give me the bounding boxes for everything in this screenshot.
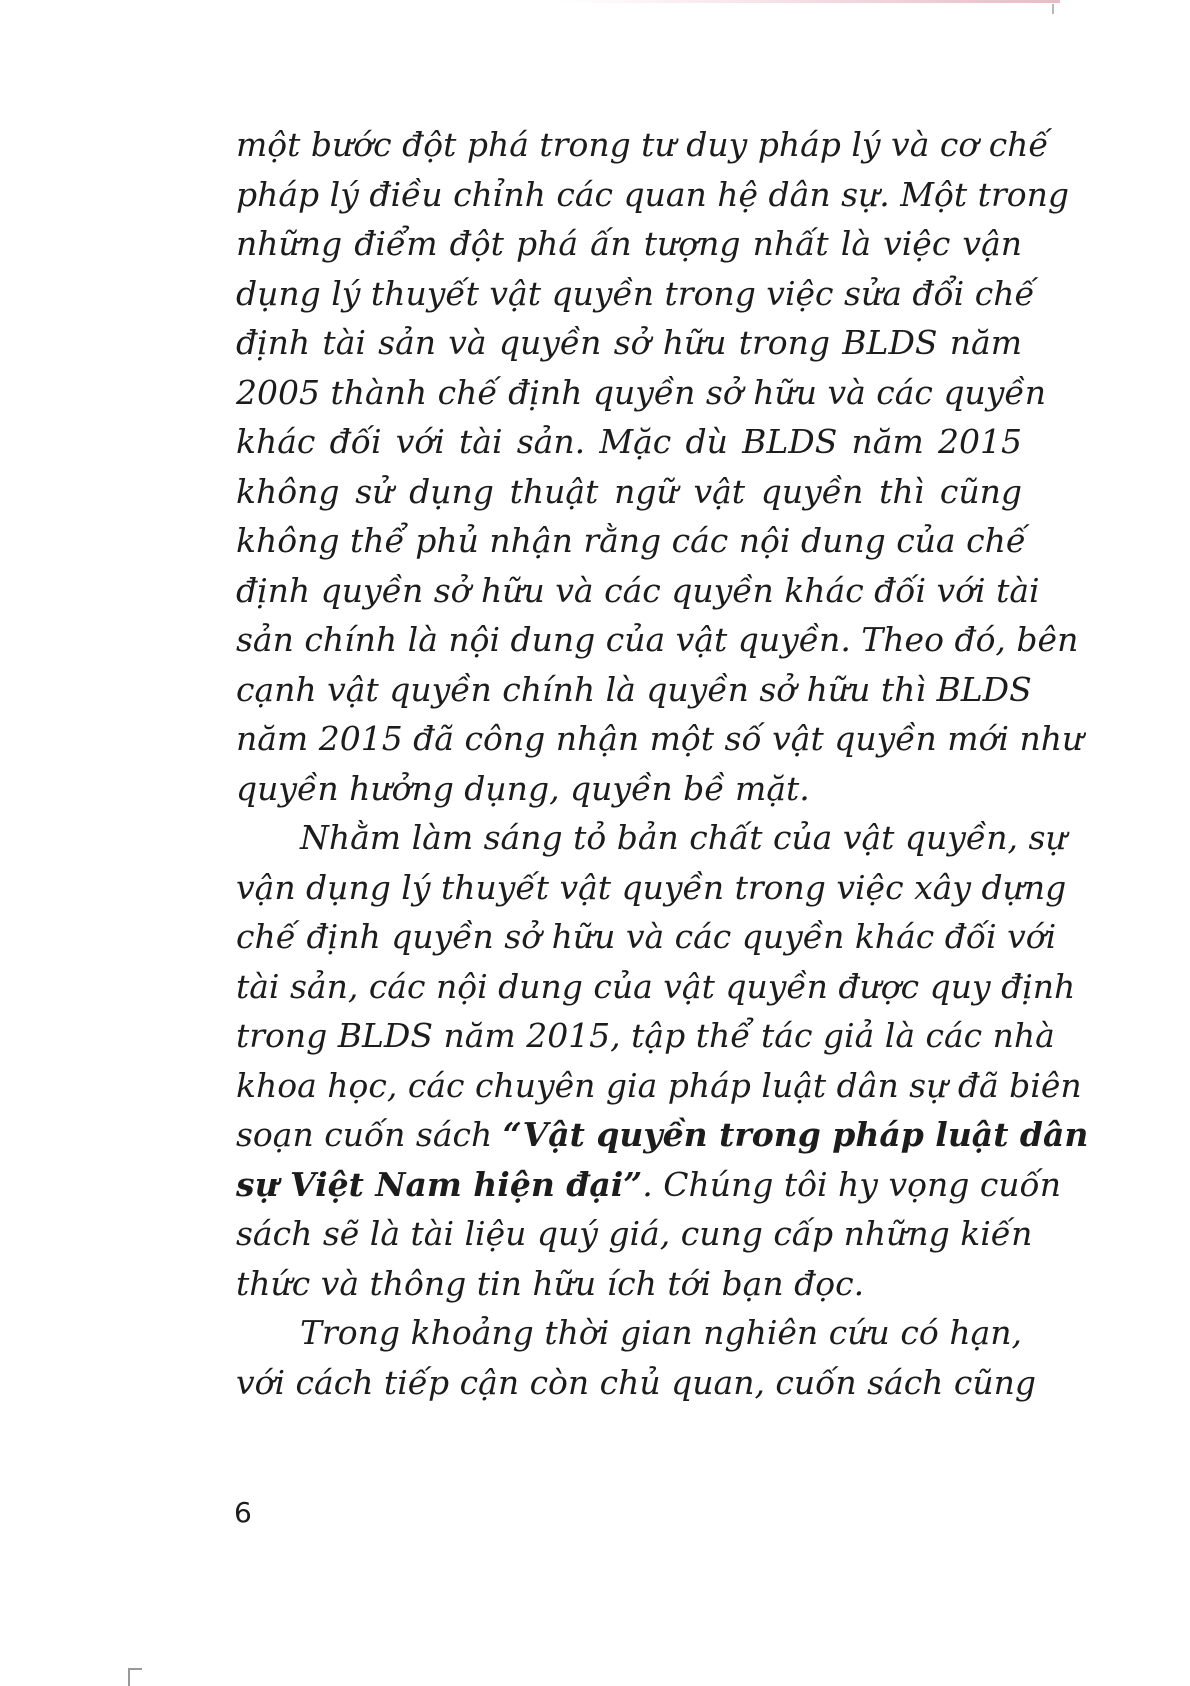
crop-mark-bottom-left bbox=[128, 1668, 142, 1686]
text-line: định quyền sở hữu và các quyền khác đối với tài bbox=[236, 570, 1040, 610]
text-line: trong BLDS năm 2015, tập thể tác giả là các nhà bbox=[236, 1016, 1055, 1055]
text-line: khoa học, các chuyên gia pháp luật dân sự đã biên bbox=[236, 1065, 1082, 1105]
text-fragment: soạn cuốn sách bbox=[236, 1115, 493, 1154]
text-line: vận dụng lý thuyết vật quyền trong việc xây dựng bbox=[236, 867, 1067, 907]
text-line: tài sản, các nội dung của vật quyền được quy định bbox=[236, 966, 1076, 1006]
page-number: 6 bbox=[234, 1496, 252, 1529]
text-line: những điểm đột phá ấn tượng nhất là việc vận bbox=[236, 224, 1022, 263]
text-line: quyền hưởng dụng, quyền bề mặt. bbox=[236, 768, 810, 808]
text-line: khác đối với tài sản. Mặc dù BLDS năm 2015 bbox=[236, 422, 1022, 461]
text-line: dụng lý thuyết vật quyền trong việc sửa đổi chế bbox=[236, 273, 1035, 313]
text-line: năm 2015 đã công nhận một số vật quyền mới như bbox=[236, 719, 1084, 758]
text-line: Nhằm làm sáng tỏ bản chất của vật quyền, sự bbox=[300, 818, 1067, 857]
text-line-with-title bbox=[236, 1160, 1062, 1210]
text-line: không thể phủ nhận rằng các nội dung của chế bbox=[236, 521, 1027, 560]
page-top-edge bbox=[560, 0, 1060, 3]
text-line: sản chính là nội dung của vật quyền. Theo đó, bên bbox=[236, 620, 1079, 659]
text-line: định tài sản và quyền sở hữu trong BLDS năm bbox=[236, 323, 1022, 362]
book-title-part-2: sự Việt Nam hiện đại” bbox=[236, 1164, 643, 1204]
text-line-with-title bbox=[236, 1110, 1089, 1160]
book-title-part-1: “Vật quyền trong pháp luật dân bbox=[502, 1115, 1089, 1154]
text-line: không sử dụng thuật ngữ vật quyền thì cũng bbox=[236, 471, 1022, 511]
text-line: pháp lý điều chỉnh các quan hệ dân sự. Một trong bbox=[236, 174, 1069, 214]
text-line: chế định quyền sở hữu và các quyền khác đối với bbox=[236, 917, 1057, 956]
text-line: với cách tiếp cận còn chủ quan, cuốn sách cũng bbox=[236, 1362, 1037, 1402]
crop-mark bbox=[1052, 4, 1054, 14]
body-text bbox=[236, 120, 1089, 1407]
text-line: sách sẽ là tài liệu quý giá, cung cấp những kiến bbox=[236, 1214, 1033, 1253]
text-line: 2005 thành chế định quyền sở hữu và các quyền bbox=[236, 372, 1046, 412]
text-line: cạnh vật quyền chính là quyền sở hữu thì BLDS bbox=[236, 669, 1032, 709]
text-line: một bước đột phá trong tư duy pháp lý và cơ chế bbox=[236, 125, 1049, 164]
text-line: Trong khoảng thời gian nghiên cứu có hạn, bbox=[300, 1313, 1022, 1352]
text-line: thức và thông tin hữu ích tới bạn đọc. bbox=[236, 1263, 865, 1303]
text-fragment: . Chúng tôi hy vọng cuốn bbox=[642, 1164, 1062, 1204]
